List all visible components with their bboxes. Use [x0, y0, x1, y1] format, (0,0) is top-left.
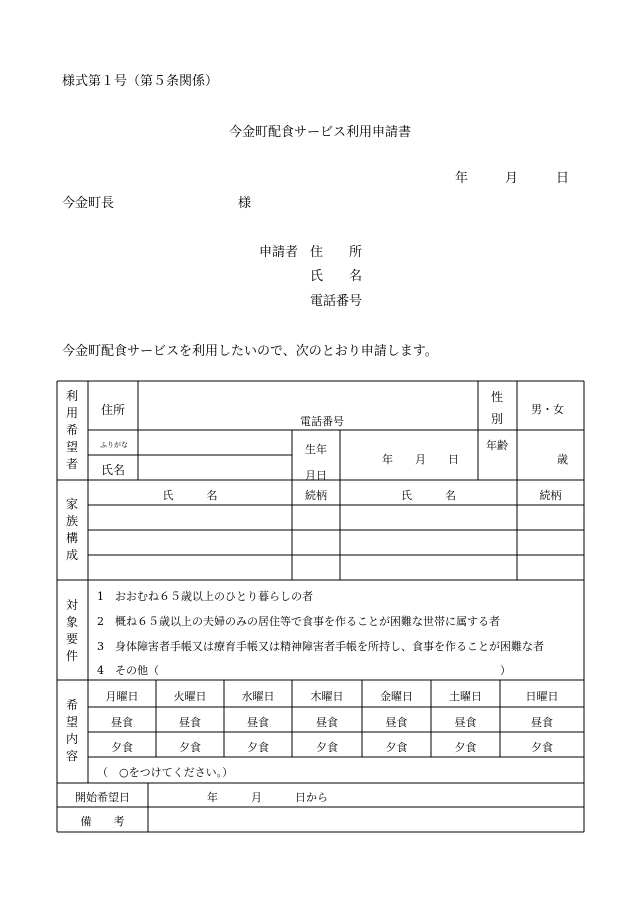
form-number: 様式第１号（第５条関係）	[62, 74, 219, 89]
addressee-name: 今金町長	[62, 196, 115, 211]
remarks-label: 備 考	[80, 815, 125, 828]
family-name-header-left: 氏 名	[162, 489, 218, 502]
applicant-name-label: 氏 名	[310, 269, 363, 284]
day-header-mon: 月曜日	[105, 690, 139, 703]
family-relation-header-left: 続柄	[305, 489, 327, 502]
lunch-sat[interactable]: 昼食	[454, 716, 477, 729]
day-header-fri: 金曜日	[380, 690, 413, 703]
date-month-label: 月	[505, 171, 519, 186]
user-name-label: 氏名	[101, 463, 126, 477]
lunch-sun[interactable]: 昼食	[531, 716, 553, 729]
user-address-label: 住所	[101, 403, 126, 417]
start-date-value[interactable]: 年 月 日から	[207, 791, 328, 804]
lunch-wed[interactable]: 昼食	[247, 716, 269, 729]
request-note: （ ○をつけてください。）	[97, 766, 234, 779]
user-section-label: 利 用 希 望 者	[65, 389, 78, 471]
lunch-tue[interactable]: 昼食	[179, 716, 201, 729]
dinner-thu[interactable]: 夕食	[316, 741, 338, 754]
day-header-thu: 木曜日	[310, 690, 344, 703]
start-date-label: 開始希望日	[75, 791, 130, 804]
intro-text: 今金町配食サービスを利用したいので、次のとおり申請します。	[62, 344, 438, 359]
family-name-header-right: 氏 名	[401, 489, 456, 502]
addressee-honorific: 様	[238, 196, 252, 211]
page-title: 今金町配食サービス利用申請書	[229, 125, 412, 140]
eligibility-item-4: 4 その他（ ）	[97, 664, 511, 677]
user-sex-value: 男・女	[531, 403, 564, 416]
eligibility-item-2: 2 概ね６５歳以上の夫婦のみの居住等で食事を作ることが困難な世帯に属する者	[97, 615, 500, 628]
lunch-fri[interactable]: 昼食	[385, 716, 408, 729]
family-section-label: 家 族 構 成	[65, 497, 78, 562]
applicant-label: 申請者	[259, 245, 299, 260]
user-age-label: 年齢	[486, 439, 508, 452]
day-header-tue: 火曜日	[173, 690, 207, 703]
lunch-thu[interactable]: 昼食	[316, 716, 338, 729]
eligibility-section-label: 対 象 要 件	[65, 598, 78, 663]
dinner-sat[interactable]: 夕食	[454, 741, 477, 754]
request-section-label: 希 望 内 容	[65, 698, 78, 763]
eligibility-item-1: 1 おおむね６５歳以上のひとり暮らしの者	[97, 590, 313, 603]
user-sex-label: 性 別	[490, 390, 503, 426]
dinner-tue[interactable]: 夕食	[179, 741, 201, 754]
applicant-address-label: 住 所	[310, 245, 363, 260]
family-relation-header-right: 続柄	[539, 489, 562, 502]
dinner-wed[interactable]: 夕食	[247, 741, 269, 754]
day-header-wed: 水曜日	[241, 690, 275, 703]
day-header-sat: 土曜日	[449, 690, 482, 703]
user-birth-value: 年 月 日	[382, 453, 459, 466]
user-phone-label: 電話番号	[300, 415, 344, 428]
lunch-mon[interactable]: 昼食	[111, 716, 133, 729]
user-birth-label: 生年 月日	[305, 443, 327, 482]
user-age-unit: 歳	[557, 453, 568, 466]
remarks-field[interactable]	[149, 808, 583, 831]
dinner-sun[interactable]: 夕食	[531, 741, 553, 754]
eligibility-item-3: 3 身体障害者手帳又は療育手帳又は精神障害者手帳を所持し、食事を作ることが困難な者	[97, 640, 544, 653]
user-furigana-label: ふりがな	[100, 441, 128, 449]
applicant-phone-label: 電話番号	[310, 294, 363, 309]
date-day-label: 日	[556, 171, 570, 186]
day-header-sun: 日曜日	[525, 690, 559, 703]
dinner-fri[interactable]: 夕食	[385, 741, 408, 754]
date-year-label: 年	[455, 171, 469, 186]
dinner-mon[interactable]: 夕食	[111, 741, 133, 754]
